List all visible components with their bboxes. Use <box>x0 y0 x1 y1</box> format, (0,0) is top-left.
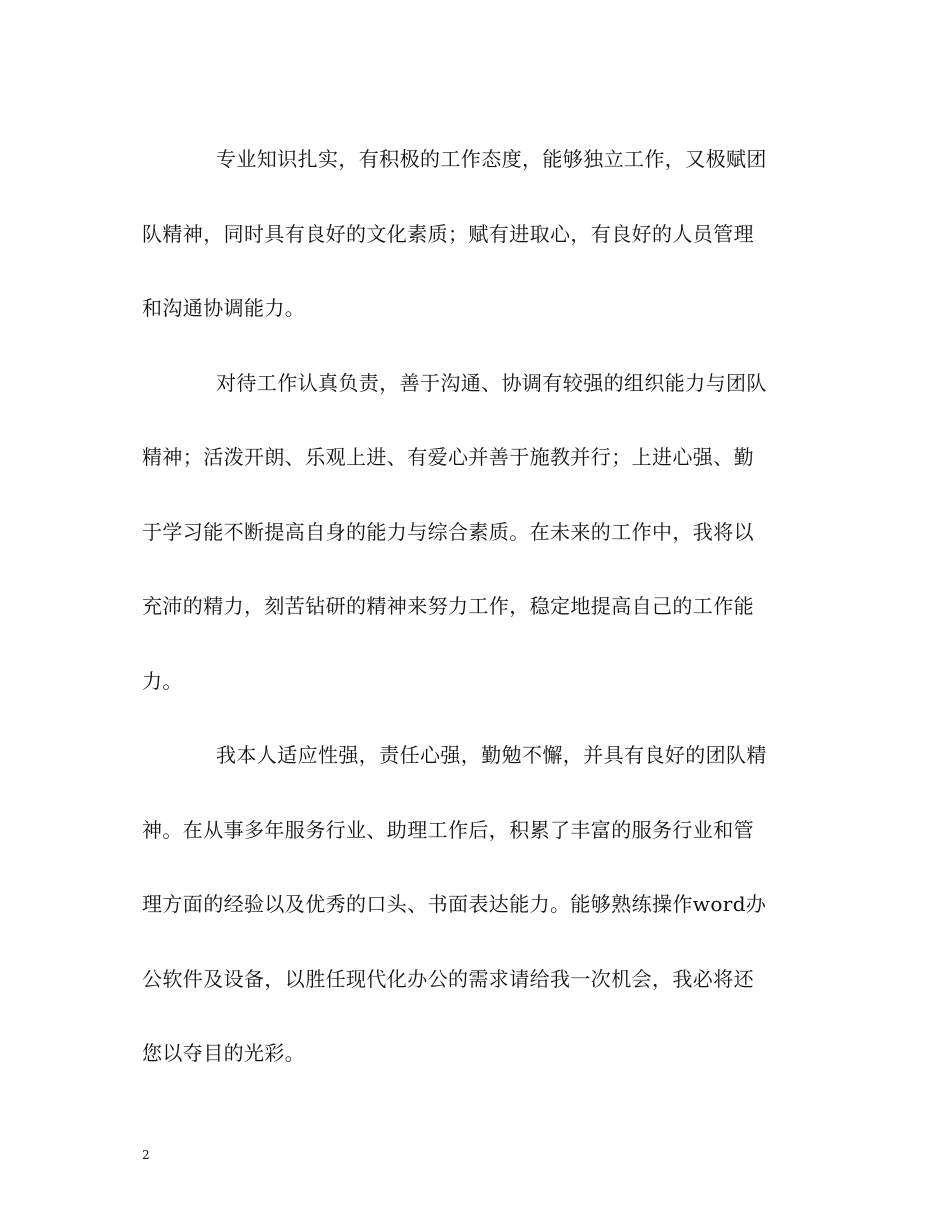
paragraph-line: 专业知识扎实，有积极的工作态度，能够独立工作，又极赋团 <box>216 147 767 171</box>
paragraph-line: 充沛的精力，刻苦钻研的精神来努力工作，稳定地提高自己的工作能 <box>142 594 754 618</box>
paragraph-line: 精神；活泼开朗、乐观上进、有爱心并善于施教并行；上进心强、勤 <box>142 445 754 469</box>
paragraph-line: 队精神，同时具有良好的文化素质；赋有进取心，有良好的人员管理 <box>142 221 754 246</box>
page-number: 2 <box>142 1148 150 1162</box>
paragraph-line: 您以夺目的光彩。 <box>142 1041 306 1065</box>
paragraph-line: 和沟通协调能力。 <box>142 296 306 320</box>
paragraph-2 <box>142 346 804 719</box>
paragraph-3 <box>142 718 804 1091</box>
paragraph-line: 理方面的经验以及优秀的口头、书面表达能力。能够熟练操作word办 <box>142 892 767 916</box>
paragraph-1 <box>142 122 804 346</box>
paragraph-line: 神。在从事多年服务行业、助理工作后，积累了丰富的服务行业和管 <box>142 817 754 842</box>
paragraph-line: 公软件及设备，以胜任现代化办公的需求请给我一次机会，我必将还 <box>142 966 754 991</box>
paragraph-line: 我本人适应性强，责任心强，勤勉不懈，并具有良好的团队精 <box>216 743 767 767</box>
paragraph-line: 力。 <box>142 668 183 693</box>
paragraph-line: 对待工作认真负责，善于沟通、协调有较强的组织能力与团队 <box>216 370 767 395</box>
paragraph-line: 于学习能不断提高自身的能力与综合素质。在未来的工作中，我将以 <box>142 519 754 544</box>
body-text <box>142 122 804 1091</box>
